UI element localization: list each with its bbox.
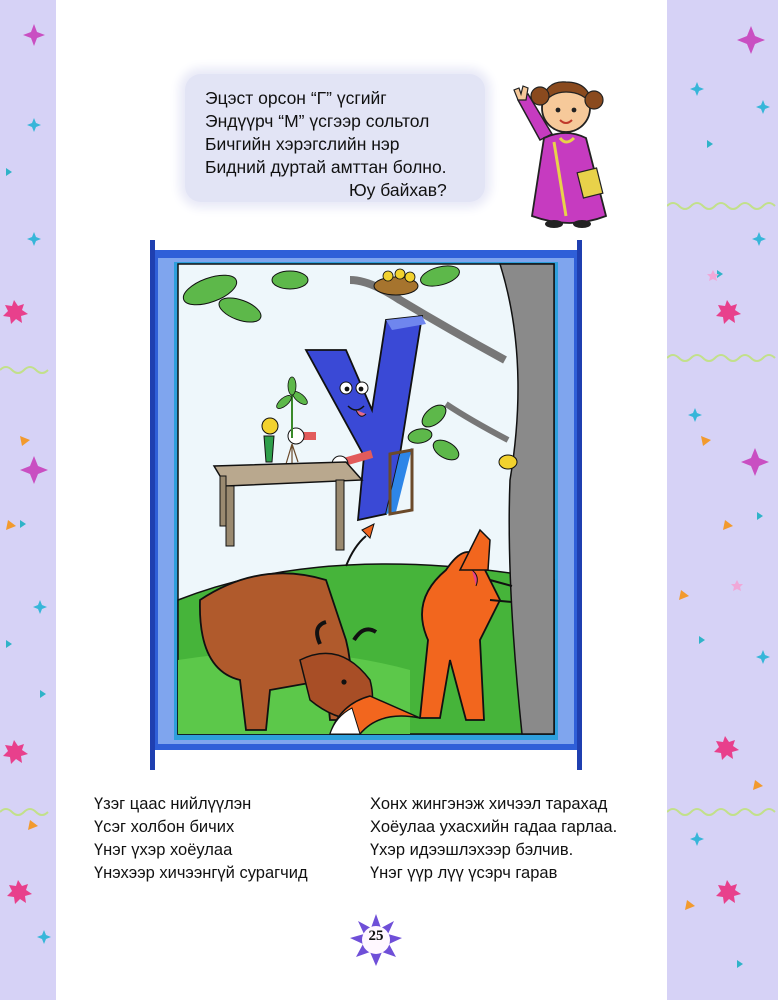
poem-right-line-2: Хоёулаа ухасхийн гадаа гарлаа. (370, 818, 618, 836)
poem-left-line-3: Үнэг үхэр хоёулаа (94, 841, 233, 859)
page-number: 25 (368, 928, 384, 944)
right-decorative-strip (667, 0, 778, 1000)
poem-right-line-1: Хонх жингэнэж хичээл тарахад (370, 795, 608, 813)
riddle-line-2: Эндүүрч “М” үсгээр сольтол (205, 111, 430, 131)
girl-character-icon (510, 66, 620, 236)
riddle-question: Юу байхав? (349, 180, 447, 200)
poem-left-line-4: Үнэхээр хичээнгүй сурагчид (94, 864, 308, 882)
poem-left-line-2: Үсэг холбон бичих (94, 818, 235, 836)
left-decorative-strip (0, 0, 56, 1000)
riddle-line-1: Эцэст орсон “Г” үсгийг (205, 88, 387, 108)
poem-right-line-3: Үхэр идээшлэхээр бэлчив. (370, 841, 574, 859)
poem-right-line-4: Үнэг үүр лүү үсэрч гарав (370, 864, 558, 882)
confetti-pattern-icon (667, 0, 778, 1000)
sparkle-pattern-icon (0, 0, 56, 1000)
riddle-line-4: Бидний дуртай амттан болно. (205, 157, 447, 177)
riddle-line-3: Бичгийн хэрэгслийн нэр (205, 134, 400, 154)
illustration-scroll (150, 240, 582, 770)
poem-left-line-1: Үзэг цаас нийлүүлэн (94, 795, 252, 813)
